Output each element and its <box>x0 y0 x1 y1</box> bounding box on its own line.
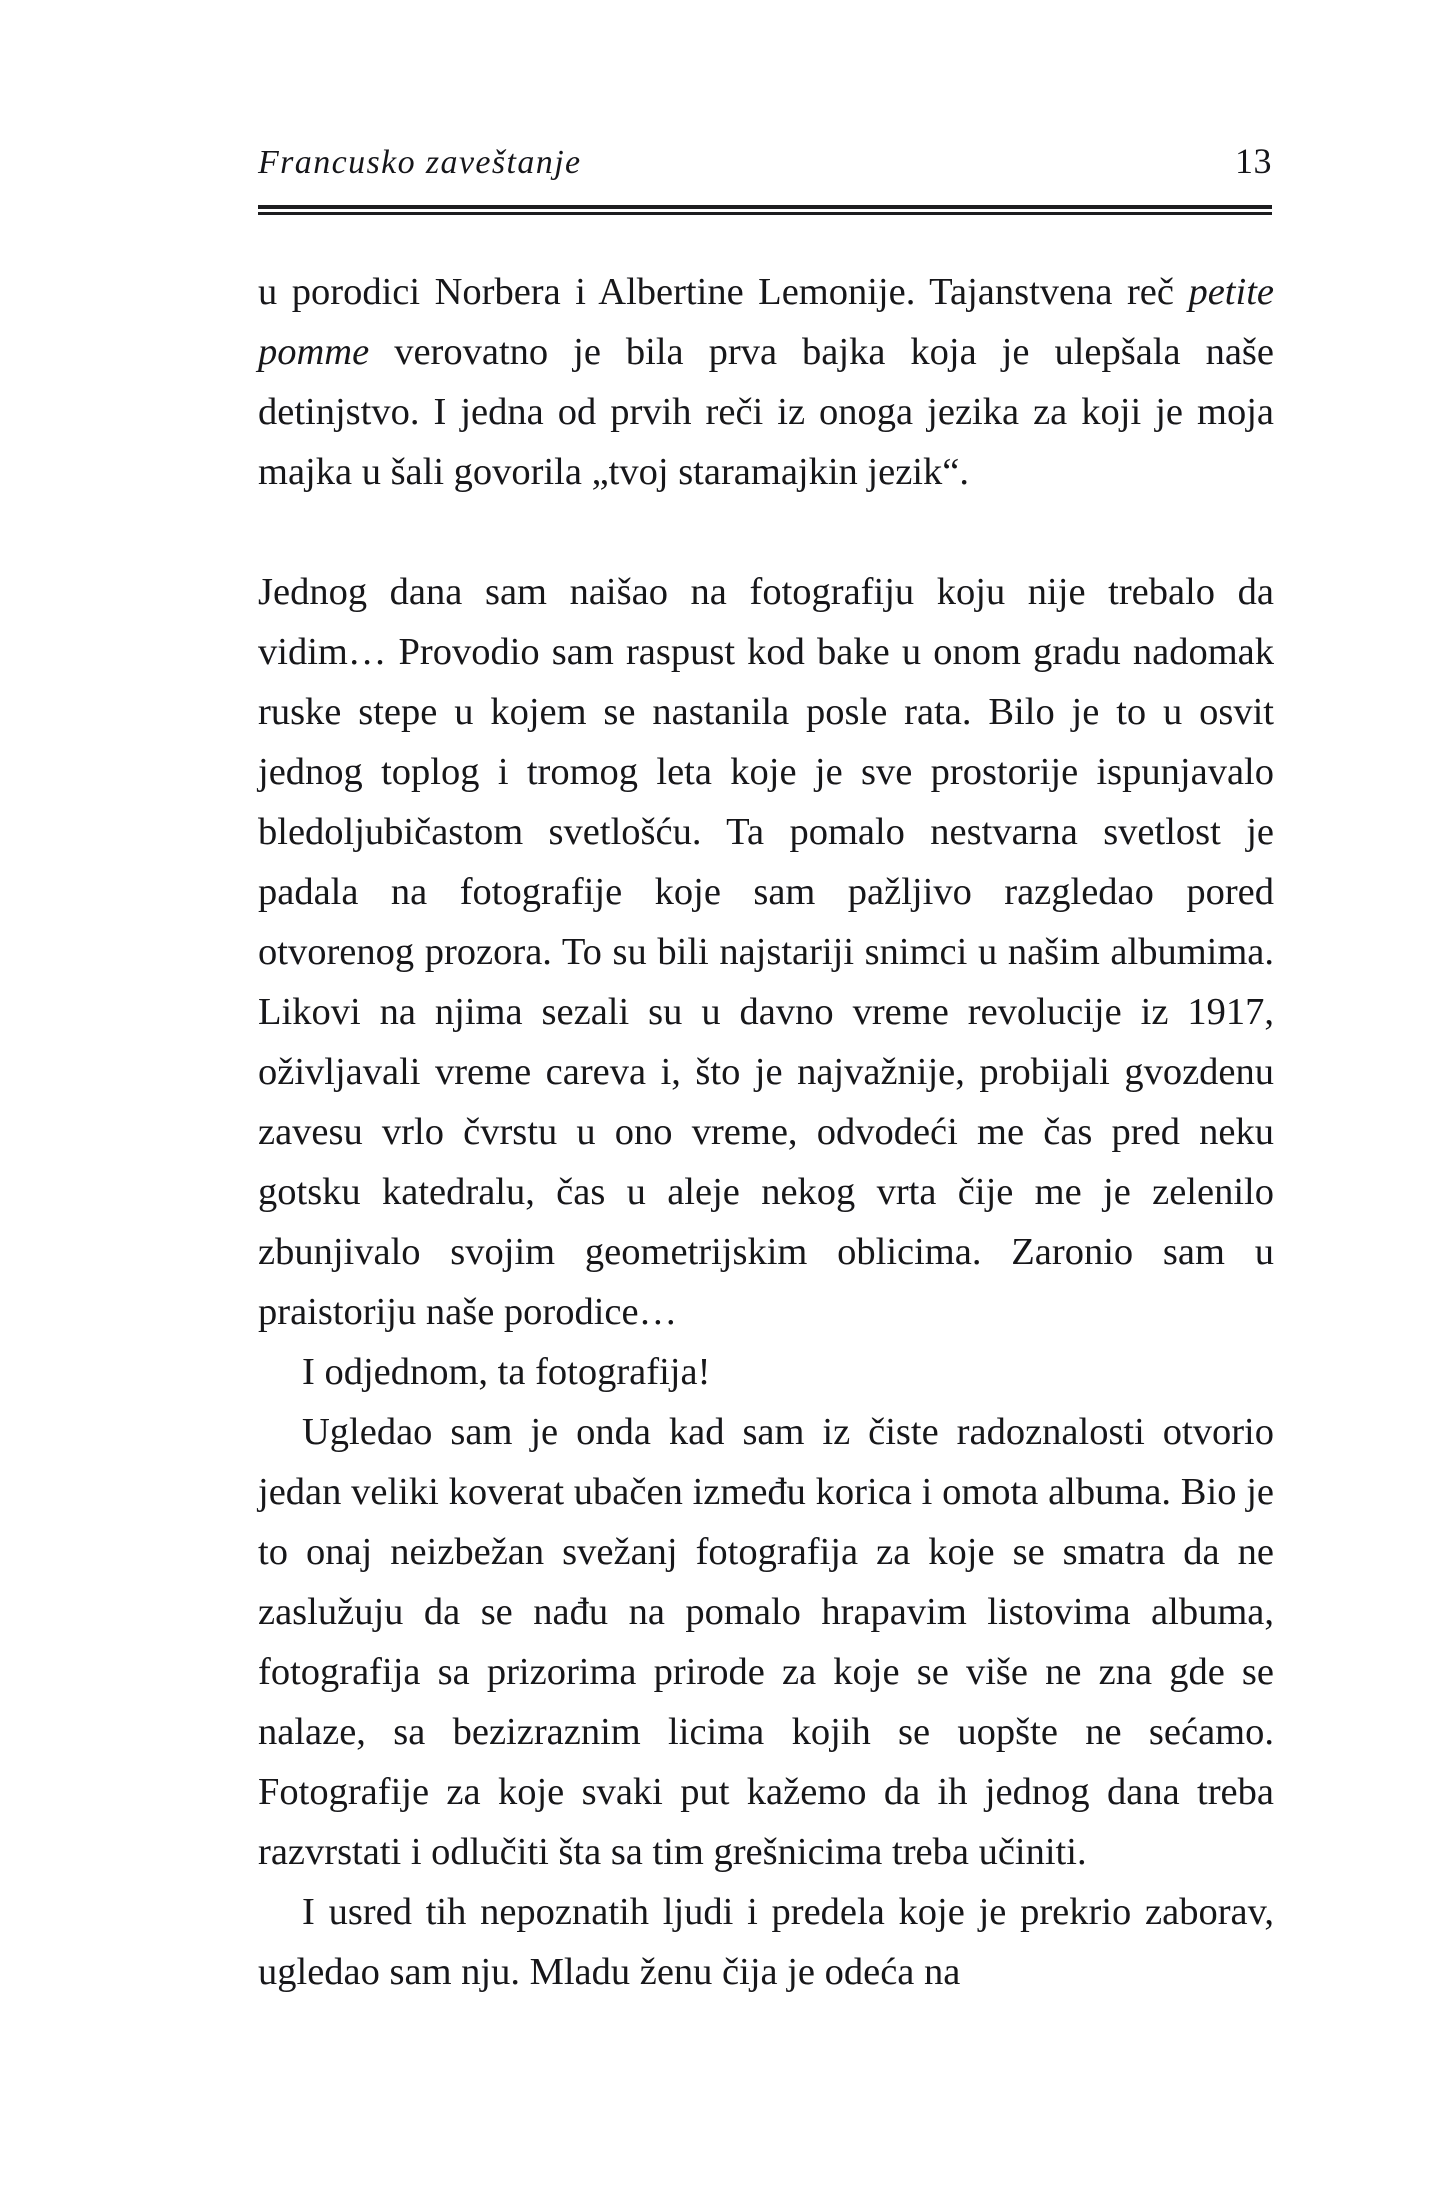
paragraph-continuation <box>258 262 1274 502</box>
running-head-title: Francusko zaveštanje <box>258 144 582 181</box>
foreign-phrase-petite-pomme: petite pomme <box>258 271 1274 373</box>
paragraph-ugledao: Ugledao sam je onda kad sam iz čiste radoznalosti otvorio jedan veliki koverat ubačen između korica i omota albuma. Bio je to onaj neizbežan svežanj fotografija za koje se smatra da ne zaslužuju da se nađu na pomalo hrapavim listovima albuma, fotografija sa prizorima prirode za koje se više ne zna gde se nalaze, sa bezizraznim licima kojih se uopšte ne sećamo. Fotografije za koje svaki put kažemo da ih jednog dana treba razvrstati i odlučiti šta sa tim grešnicima treba učiniti. <box>258 1411 1274 1873</box>
paragraph-fotografija: Jednog dana sam naišao na fotografiju koju nije trebalo da vidim… Provodio sam raspust kod bake u onom gradu nadomak ruske stepe u kojem se nastanila posle rata. Bilo je to u osvit jednog toplog i tromog leta koje je sve prostorije ispunjavalo bledoljubičastom svetlošću. Ta pomalo nestvarna svetlost je padala na fotografije koje sam pažljivo razgledao pored otvorenog prozora. To su bili najstariji snimci u našim albumima. Likovi na njima sezali su u davno vreme revolucije iz 1917, oživljavali vreme careva i, što je najvažnije, probijali gvozdenu zavesu vrlo čvrstu u ono vreme, odvodeći me čas pred neku gotsku katedralu, čas u aleje nekog vrta čije me je zelenilo zbunjivalo svojim geometrijskim oblicima. Zaronio sam u praistoriju naše porodice… <box>258 571 1274 1333</box>
paragraph-usred: I usred tih nepoznatih ljudi i predela koje je prekrio zaborav, ugledao sam nju. Mladu ženu čija je odeća na <box>258 1891 1274 1993</box>
page-number: 13 <box>1235 141 1272 181</box>
header-double-rule <box>258 205 1272 215</box>
paragraph-text-part-2: verovatno je bila prva bajka koja je ulepšala naše detinjstvo. I jedna od prvih reči iz onoga jezika za koji je moja majka u šali govorila „tvoj staramajkin jezik“. <box>258 331 1274 493</box>
paragraph-odjednom: I odjednom, ta fotografija! <box>302 1351 711 1393</box>
paragraph-text-part-1: u porodici Norbera i Albertine Lemonije. Tajanstvena reč <box>258 271 1189 313</box>
running-head <box>258 140 1272 182</box>
header-rule-thin <box>258 212 1272 215</box>
body-text-block <box>258 262 1274 2002</box>
